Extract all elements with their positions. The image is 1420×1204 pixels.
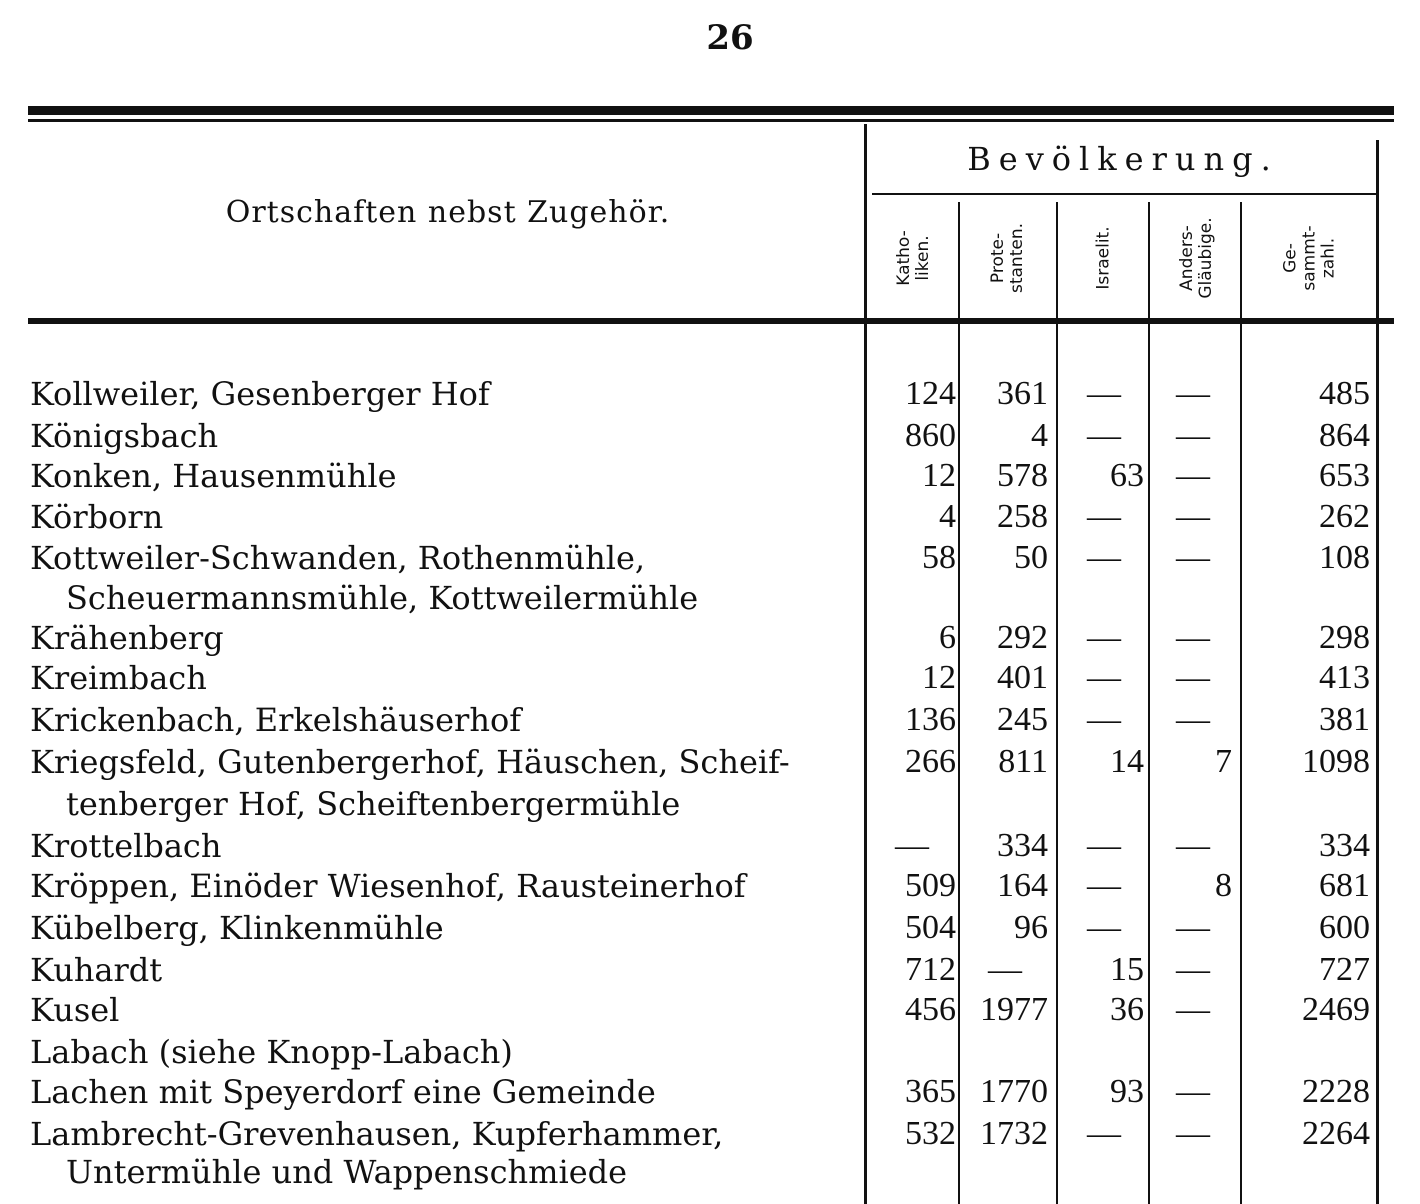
population-cell: 96	[1014, 909, 1048, 946]
column-header-israelites: Israelit.	[1093, 226, 1114, 290]
population-cell: 509	[905, 867, 956, 904]
place-name: Krähenberg	[30, 619, 224, 657]
population-cell: 14	[1110, 743, 1144, 780]
population-cell: 292	[997, 619, 1048, 656]
population-cell: 266	[905, 743, 956, 780]
table-row	[0, 742, 1420, 782]
population-cell: —	[1176, 951, 1210, 988]
population-cell: 108	[1319, 539, 1370, 576]
population-cell: —	[1176, 659, 1210, 696]
place-name: Kriegsfeld, Gutenbergerhof, Häuschen, Scheif-	[30, 743, 790, 781]
population-cell: 6	[939, 619, 956, 656]
population-cell: 63	[1110, 457, 1144, 494]
table-row	[0, 826, 1420, 866]
population-cell: —	[1087, 909, 1121, 946]
column-header-total: Ge- sammt- zahl.	[1280, 225, 1339, 291]
place-name: tenberger Hof, Scheiftenbergermühle	[66, 785, 681, 823]
population-cell: 8	[1215, 867, 1232, 904]
population-cell: 811	[998, 743, 1048, 780]
table-row	[0, 908, 1420, 948]
population-cell: —	[1087, 619, 1121, 656]
table-row	[0, 1152, 1420, 1192]
place-name: Scheuermannsmühle, Kottweilermühle	[66, 579, 699, 617]
population-cell: —	[988, 951, 1022, 988]
population-cell: —	[1087, 659, 1121, 696]
place-name: Lachen mit Speyerdorf eine Gemeinde	[30, 1073, 656, 1111]
population-cell: 2228	[1302, 1073, 1370, 1110]
population-cell: —	[895, 827, 929, 864]
population-cell: —	[1176, 539, 1210, 576]
population-cell: 532	[905, 1115, 956, 1152]
population-cell: 136	[905, 701, 956, 738]
population-subheader-rule	[872, 193, 1376, 195]
population-cell: 361	[997, 375, 1048, 412]
header-bottom-rule	[28, 318, 1394, 324]
column-header-other-faiths: Anders- Gläubige.	[1177, 217, 1216, 299]
page-number: 26	[706, 18, 754, 58]
population-cell: 258	[997, 498, 1048, 535]
population-cell: —	[1087, 417, 1121, 454]
population-cell: 1732	[980, 1115, 1048, 1152]
table-row	[0, 1114, 1420, 1154]
population-cell: 504	[905, 909, 956, 946]
table-row	[0, 578, 1420, 618]
table-row	[0, 416, 1420, 456]
place-name: Labach (siehe Knopp-Labach)	[30, 1033, 513, 1071]
table-row	[0, 618, 1420, 658]
place-name: Kröppen, Einöder Wiesenhof, Rausteinerhof	[30, 867, 746, 905]
place-name: Kübelberg, Klinkenmühle	[30, 909, 444, 947]
population-cell: 1977	[980, 991, 1048, 1028]
population-cell: —	[1176, 827, 1210, 864]
place-name: Krickenbach, Erkelshäuserhof	[30, 701, 522, 739]
population-header: Bevölkerung.	[967, 140, 1279, 178]
population-cell: —	[1087, 375, 1121, 412]
population-cell: 864	[1319, 417, 1370, 454]
population-cell: 727	[1319, 951, 1370, 988]
population-cell: 2264	[1302, 1115, 1370, 1152]
table-row	[0, 950, 1420, 990]
column-header-protestants: Prote- stanten.	[988, 222, 1027, 294]
population-cell: —	[1176, 701, 1210, 738]
population-cell: 12	[922, 457, 956, 494]
population-cell: —	[1176, 1073, 1210, 1110]
top-rule-thin	[28, 119, 1394, 122]
table-row	[0, 700, 1420, 740]
population-cell: —	[1087, 498, 1121, 535]
population-cell: —	[1087, 539, 1121, 576]
population-cell: 681	[1319, 867, 1370, 904]
place-name: Königsbach	[30, 417, 219, 455]
place-name: Lambrecht-Grevenhausen, Kupferhammer,	[30, 1115, 724, 1153]
population-cell: 1770	[980, 1073, 1048, 1110]
population-cell: —	[1176, 375, 1210, 412]
place-name: Kuhardt	[30, 951, 163, 989]
table-row	[0, 374, 1420, 414]
population-cell: 334	[1319, 827, 1370, 864]
population-cell: 50	[1014, 539, 1048, 576]
place-name: Krottelbach	[30, 827, 222, 865]
population-cell: 334	[997, 827, 1048, 864]
table-row	[0, 658, 1420, 698]
population-cell: —	[1176, 991, 1210, 1028]
population-cell: —	[1176, 619, 1210, 656]
population-cell: 365	[905, 1073, 956, 1110]
table-row	[0, 866, 1420, 906]
population-cell: 36	[1110, 991, 1144, 1028]
population-cell: 578	[997, 457, 1048, 494]
population-cell: —	[1176, 498, 1210, 535]
population-cell: 860	[905, 417, 956, 454]
table-row	[0, 784, 1420, 824]
population-cell: —	[1087, 1115, 1121, 1152]
table-row	[0, 456, 1420, 496]
population-cell: 245	[997, 701, 1048, 738]
table-row	[0, 538, 1420, 578]
population-cell: 653	[1319, 457, 1370, 494]
population-cell: 298	[1319, 619, 1370, 656]
column-header-catholics: Katho- liken.	[894, 230, 933, 286]
population-cell: 712	[905, 951, 956, 988]
population-cell: —	[1176, 417, 1210, 454]
population-cell: 381	[1319, 701, 1370, 738]
population-cell: —	[1087, 701, 1121, 738]
population-cell: 93	[1110, 1073, 1144, 1110]
population-cell: —	[1176, 457, 1210, 494]
population-cell: 262	[1319, 498, 1370, 535]
place-name: Kreimbach	[30, 659, 207, 697]
population-cell: —	[1176, 1115, 1210, 1152]
population-cell: 600	[1319, 909, 1370, 946]
population-cell: 15	[1110, 951, 1144, 988]
population-cell: 12	[922, 659, 956, 696]
population-cell: 413	[1319, 659, 1370, 696]
population-cell: 1098	[1302, 743, 1370, 780]
population-cell: 456	[905, 991, 956, 1028]
table-row	[0, 497, 1420, 537]
table-row	[0, 990, 1420, 1030]
place-name: Konken, Hausenmühle	[30, 457, 397, 495]
top-rule-thick	[28, 106, 1394, 115]
table-row	[0, 1032, 1420, 1072]
population-cell: —	[1176, 909, 1210, 946]
table-row	[0, 1072, 1420, 1112]
population-cell: —	[1087, 867, 1121, 904]
population-cell: 4	[939, 498, 956, 535]
population-cell: 485	[1319, 375, 1370, 412]
population-cell: 124	[905, 375, 956, 412]
population-cell: 7	[1215, 743, 1232, 780]
population-cell: 401	[997, 659, 1048, 696]
population-cell: 164	[997, 867, 1048, 904]
place-name: Kusel	[30, 991, 120, 1029]
places-column-header: Ortschaften nebst Zugehör.	[225, 195, 671, 230]
place-name: Körborn	[30, 498, 164, 536]
population-cell: 2469	[1302, 991, 1370, 1028]
place-name: Untermühle und Wappenschmiede	[66, 1153, 628, 1191]
population-cell: —	[1087, 827, 1121, 864]
population-cell: 4	[1031, 417, 1048, 454]
population-cell: 58	[922, 539, 956, 576]
place-name: Kottweiler-Schwanden, Rothenmühle,	[30, 539, 646, 577]
place-name: Kollweiler, Gesenberger Hof	[30, 375, 490, 413]
